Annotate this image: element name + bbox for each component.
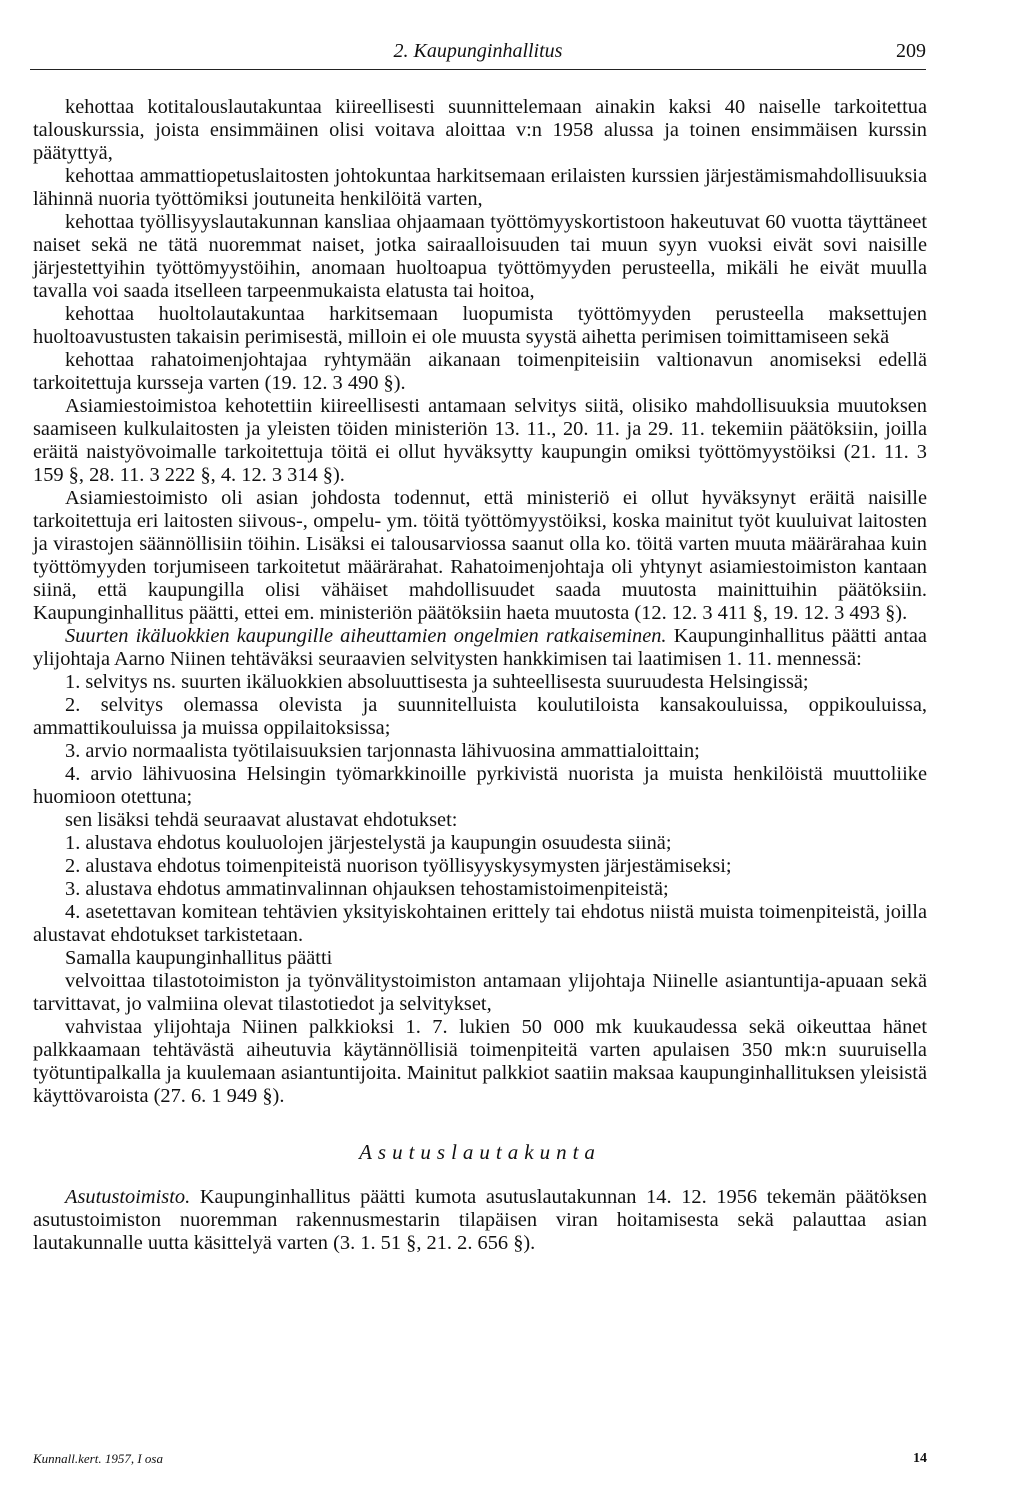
list-item — [33, 832, 927, 855]
paragraph — [33, 487, 927, 625]
running-title: 2. Kaupunginhallitus — [393, 40, 563, 62]
signature-number: 14 — [913, 1451, 927, 1466]
paragraph-text: Kaupunginhallitus päätti antaa ylijohtaja Aarno Niinen tehtäväksi seuraavien selvitysten hankkimisen tai laatimisen 1. 11. mennessä: — [33, 625, 927, 670]
paragraph — [33, 303, 927, 349]
paragraph-text: kehottaa työllisyyslautakunnan kansliaa ohjaamaan työttömyyskortistoon hakeutuvat 60 vuotta täyttäneet naiset sekä ne tätä nuoremmat naiset, jotka sairaalloisuuden tai muun syyn vuoksi eivät sovi naisille järjestettyihin työttömyystöihin, anomaan huoltoapua työttömyyden perusteella, mikäli he eivät muulla tavalla voi saada itselleen tarpeenmukaista elatusta tai hoitoa, — [33, 211, 927, 302]
paragraph — [33, 395, 927, 487]
list-item — [33, 855, 927, 878]
footer-source: Kunnall.kert. 1957, I osa — [33, 1451, 163, 1466]
section-title: Asutuslautakunta — [359, 1140, 601, 1164]
list-item-text: 4. arvio lähivuosina Helsingin työmarkkinoille pyrkivistä nuorista ja muista henkilöistä muuttoliike huomioon otettuna; — [33, 763, 927, 808]
paragraph-text: Kaupunginhallitus päätti kumota asutuslautakunnan 14. 12. 1956 tekemän päätöksen asutustoimiston nuoremman rakennusmestarin tilapäisen viran hoitamisesta sekä palauttaa asian lautakunnalle uutta käsittelyä varten (3. 1. 51 §, 21. 2. 656 §). — [33, 1186, 927, 1254]
paragraph-text: vahvistaa ylijohtaja Niinen palkkioksi 1. 7. lukien 50 000 mk kuukaudessa sekä oikeuttaa hänet palkkaamaan tehtävästä aiheutuvia käytännöllisiä toimenpiteitä varten apulaisen 350 mk:n suuruisella työtuntipalkalla ja kuulemaan asiantuntijoita. Mainitut palkkiot saatiin maksaa kaupunginhallituksen yleisistä käyttövaroista (27. 6. 1 949 §). — [33, 1016, 927, 1107]
paragraph-text: velvoittaa tilastotoimiston ja työnvälitystoimiston antamaan ylijohtaja Niinelle asiantuntija-apuaan sekä tarvittavat, jo valmiina olevat tilastotiedot ja selvitykset, — [33, 970, 927, 1015]
paragraph — [33, 96, 927, 165]
list-item — [33, 878, 927, 901]
list-item-text: 3. alustava ehdotus ammatinvalinnan ohjauksen tehostamistoimenpiteistä; — [65, 878, 669, 900]
list-item — [33, 671, 927, 694]
paragraph-text: kehottaa rahatoimenjohtajaa ryhtymään aikanaan toimenpiteisiin valtionavun anomiseksi edellä tarkoitettuja kursseja varten (19. 12. 3 490 §). — [33, 349, 927, 394]
paragraph — [33, 970, 927, 1016]
page-footer — [33, 1447, 927, 1471]
paragraph-text: kehottaa huoltolautakuntaa harkitsemaan luopumista työttömyyden perusteella maksettujen huoltoavustusten takaisin perimisestä, milloin ei ole muusta syystä aihetta perimisen toimittamiseen sekä — [33, 303, 927, 348]
list-item-text: 1. alustava ehdotus kouluolojen järjestelystä ja kaupungin osuudesta siinä; — [65, 832, 672, 854]
body-text — [33, 96, 927, 1255]
page-number: 209 — [896, 40, 926, 62]
section-paragraph — [33, 1186, 927, 1255]
paragraph-heading: Suurten ikäluokkien kaupungille aiheuttamien ongelmien ratkaiseminen. — [65, 625, 667, 647]
paragraph-text: kehottaa ammattiopetuslaitosten johtokuntaa harkitsemaan erilaisten kurssien järjestämismahdollisuuksia lähinnä nuoria työttömiksi joutuneita henkilöitä varten, — [33, 165, 927, 210]
paragraph — [33, 165, 927, 211]
list-item — [33, 740, 927, 763]
paragraph — [33, 211, 927, 303]
list-item-text: 1. selvitys ns. suurten ikäluokkien absoluuttisesta ja suhteellisesta suuruudesta Helsingissä; — [65, 671, 809, 693]
paragraph — [33, 349, 927, 395]
paragraph-text: sen lisäksi tehdä seuraavat alustavat ehdotukset: — [65, 809, 458, 831]
list-item-text: 4. asetettavan komitean tehtävien yksityiskohtainen erittely tai ehdotus niistä muista toimenpiteistä, joilla alustavat ehdotukset tarkistetaan. — [33, 901, 927, 946]
list-item-text: 2. selvitys olemassa olevista ja suunnitelluista koulutiloista kansakouluissa, oppikouluissa, ammattikouluissa ja muissa oppilaitoksissa; — [33, 694, 927, 739]
paragraph-text: kehottaa kotitalouslautakuntaa kiireellisesti suunnittelemaan ainakin kaksi 40 naiselle tarkoitettua talouskurssia, joista ensimmäinen olisi voitava aloittaa v:n 1958 alussa ja toinen ensimmäisen kurssin päätyttyä, — [33, 96, 927, 164]
paragraph — [33, 625, 927, 671]
header-rule — [30, 69, 926, 70]
paragraph — [33, 809, 927, 832]
page-header — [30, 40, 926, 70]
paragraph-heading: Asutustoimisto. — [65, 1186, 191, 1208]
paragraph — [33, 947, 927, 970]
list-item — [33, 694, 927, 740]
paragraph-text: Asiamiestoimistoa kehotettiin kiireellisesti antamaan selvitys siitä, olisiko mahdollisuuksia muutoksen saamiseen kulkulaitosten ja yleisten töiden ministeriön 13. 11., 20. 11. ja 29. 11. tekemiin päätöksiin, joilla eräitä naistyövoimalle tarkoitettuja töitä ei ollut hyväksytty kaupungin omiksi työttömyystöiksi (21. 11. 3 159 §, 28. 11. 3 222 §, 4. 12. 3 314 §). — [33, 395, 927, 486]
paragraph-text: Asiamiestoimisto oli asian johdosta todennut, että ministeriö ei ollut hyväksynyt eräitä naisille tarkoitettuja eri laitosten siivous-, ompelu- ym. töitä työttömyystöiksi, koska mainitut työt kuuluivat laitosten ja virastojen säännöllisiin töihin. Lisäksi ei talousarviossa saanut olla ko. töitä varten muuta määrärahaa kuin työttömyyden torjumiseen tarkoitetut määrärahat. Rahatoimenjohtaja oli yhtynyt asiamiestoimiston kantaan siinä, että kaupungilla olisi vähäiset mahdollisuudet saada muutosta mainittuihin päätöksiin. Kaupunginhallitus päätti, ettei em. ministeriön päätöksiin haeta muutosta (12. 12. 3 411 §, 19. 12. 3 493 §). — [33, 487, 927, 624]
paragraph — [33, 1016, 927, 1108]
list-item — [33, 901, 927, 947]
list-item-text: 3. arvio normaalista työtilaisuuksien tarjonnasta lähivuosina ammattialoittain; — [65, 740, 700, 762]
list-item-text: 2. alustava ehdotus toimenpiteistä nuorison työllisyyskysymysten järjestämiseksi; — [65, 855, 732, 877]
paragraph-text: Samalla kaupunginhallitus päätti — [65, 947, 333, 969]
list-item — [33, 763, 927, 809]
